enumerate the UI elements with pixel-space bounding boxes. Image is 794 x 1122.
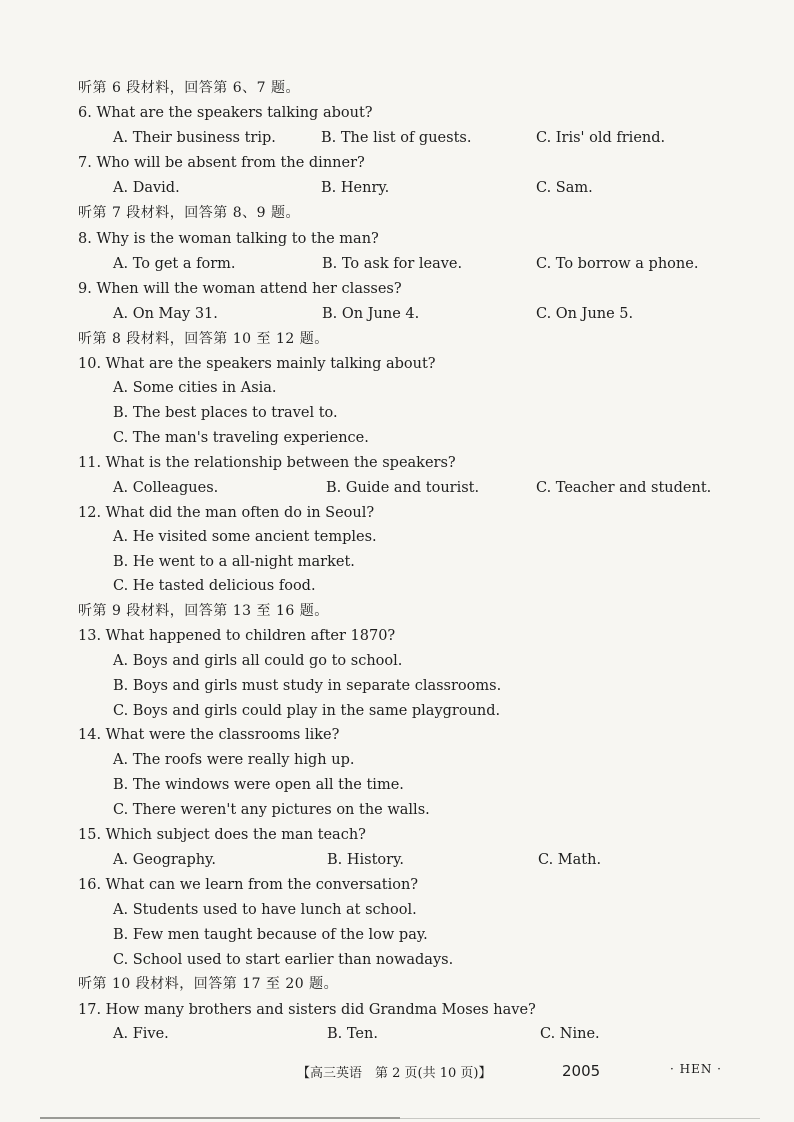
section-heading: 听第 6 段材料，回答第 6、7 题。: [78, 80, 301, 96]
options-row: [0, 1024, 794, 1044]
option-b: B. On June 4.: [322, 306, 420, 322]
question-stem: 16. What can we learn from the conversation?: [78, 877, 419, 893]
option-c: C. On June 5.: [536, 306, 634, 322]
options-row: [0, 304, 794, 324]
option-a: A. The roofs were really high up.: [113, 752, 355, 768]
question-stem: 8. Why is the woman talking to the man?: [78, 231, 379, 247]
options-row: [0, 178, 794, 198]
option-b: B. Ten.: [327, 1026, 378, 1042]
option-c: C. The man's traveling experience.: [113, 430, 369, 446]
section-heading: 听第 7 段材料，回答第 8、9 题。: [78, 205, 301, 221]
question-stem: 10. What are the speakers mainly talking about?: [78, 356, 436, 372]
option-c: C. Boys and girls could play in the same playground.: [113, 703, 501, 719]
option-a: A. Five.: [113, 1026, 169, 1042]
question-stem: 13. What happened to children after 1870?: [78, 628, 396, 644]
option-b: B. Few men taught because of the low pay.: [113, 927, 428, 943]
options-row: [0, 478, 794, 498]
option-c: C. There weren't any pictures on the walls.: [113, 802, 430, 818]
option-c: C. To borrow a phone.: [536, 256, 699, 272]
option-a: A. On May 31.: [113, 306, 218, 322]
region-tag: · HEN ·: [670, 1062, 722, 1076]
options-row: [0, 128, 794, 148]
option-b: B. Guide and tourist.: [326, 480, 480, 496]
option-c: C. He tasted delicious food.: [113, 578, 316, 594]
bottom-divider: [40, 1117, 400, 1119]
option-a: A. Boys and girls all could go to school.: [113, 653, 403, 669]
option-a: A. Geography.: [113, 852, 216, 868]
option-c: C. School used to start earlier than nowadays.: [113, 952, 454, 968]
page-footer: [0, 1062, 794, 1084]
question-stem: 7. Who will be absent from the dinner?: [78, 155, 365, 171]
option-c: C. Nine.: [540, 1026, 600, 1042]
option-c: C. Math.: [538, 852, 602, 868]
option-b: B. To ask for leave.: [322, 256, 463, 272]
option-b: B. The best places to travel to.: [113, 405, 338, 421]
options-row: [0, 254, 794, 274]
option-a: A. He visited some ancient temples.: [113, 529, 377, 545]
option-b: B. He went to a all-night market.: [113, 554, 355, 570]
question-stem: 6. What are the speakers talking about?: [78, 105, 373, 121]
options-row: [0, 850, 794, 870]
question-stem: 11. What is the relationship between the speakers?: [78, 455, 456, 471]
option-b: B. Henry.: [321, 180, 390, 196]
question-stem: 12. What did the man often do in Seoul?: [78, 505, 375, 521]
option-a: A. Some cities in Asia.: [113, 380, 277, 396]
bottom-divider: [400, 1118, 760, 1119]
question-stem: 14. What were the classrooms like?: [78, 727, 340, 743]
option-a: A. Their business trip.: [113, 130, 276, 146]
exam-code: 2005: [562, 1062, 601, 1080]
option-a: A. Colleagues.: [113, 480, 219, 496]
option-b: B. History.: [327, 852, 404, 868]
section-heading: 听第 8 段材料，回答第 10 至 12 题。: [78, 331, 329, 347]
question-stem: 17. How many brothers and sisters did Grandma Moses have?: [78, 1002, 536, 1018]
question-stem: 15. Which subject does the man teach?: [78, 827, 366, 843]
option-c: C. Sam.: [536, 180, 593, 196]
option-a: A. Students used to have lunch at school.: [113, 902, 417, 918]
option-c: C. Teacher and student.: [536, 480, 712, 496]
footer-page-info: 【高三英语 第 2 页(共 10 页)】: [297, 1066, 492, 1081]
option-b: B. Boys and girls must study in separate classrooms.: [113, 678, 502, 694]
option-c: C. Iris' old friend.: [536, 130, 666, 146]
option-a: A. To get a form.: [113, 256, 236, 272]
section-heading: 听第 9 段材料，回答第 13 至 16 题。: [78, 603, 329, 619]
option-b: B. The windows were open all the time.: [113, 777, 404, 793]
option-a: A. David.: [113, 180, 180, 196]
option-b: B. The list of guests.: [321, 130, 472, 146]
question-stem: 9. When will the woman attend her classes?: [78, 281, 402, 297]
section-heading: 听第 10 段材料，回答第 17 至 20 题。: [78, 976, 339, 992]
